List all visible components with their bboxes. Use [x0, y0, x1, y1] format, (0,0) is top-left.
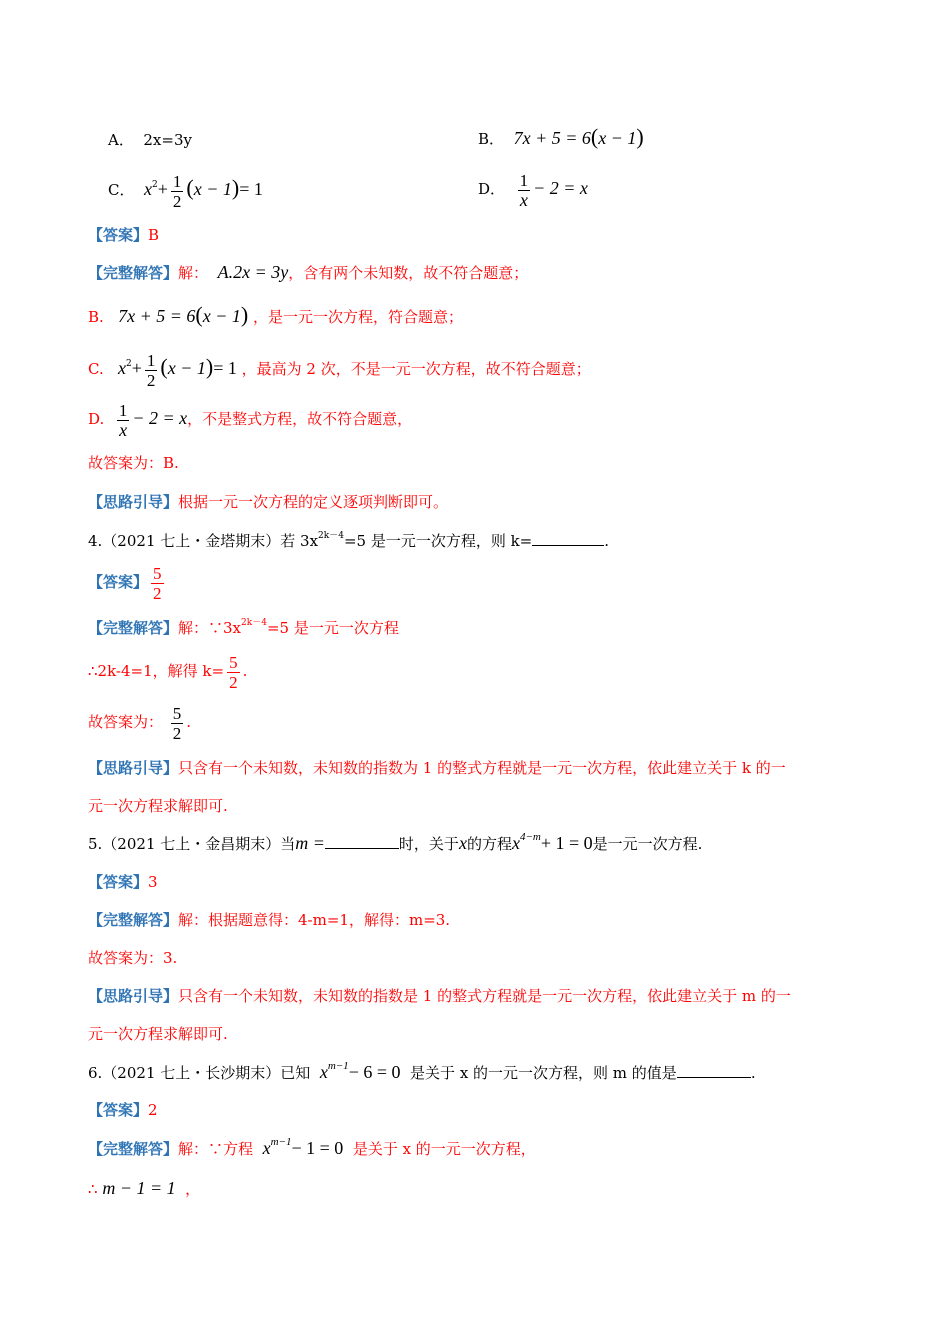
option-c: C． $x^2+$ $\frac{1}{2}$ (x − 1)= 1: [108, 171, 263, 211]
q3-answer: 【答案】B: [88, 226, 160, 244]
q5-conclusion: 故答案为：3.: [88, 949, 178, 967]
q6-solution-2: ∴ m − 1 = 1 ，: [88, 1178, 201, 1198]
q3-solution-b: B. 7x + 5 = 6(x − 1) ，是一元一次方程，符合题意；: [88, 302, 463, 327]
q4-solution-2: ∴2k-4=1，解得 k= $\frac{5}{2}$ .: [88, 652, 248, 692]
option-d: D． $\frac{1}{x}$ − 2 = x: [478, 170, 588, 210]
q5-hint-line1: 【思路引导】只含有一个未知数，未知数的指数是 1 的整式方程就是一元一次方程，依此建立关于 m 的一: [88, 987, 791, 1005]
q5-stem: 5.（2021 七上・金昌期末）当m = 时，关于x的方程$x^{4-m}+ 1 = 0$是一元一次方程.: [88, 831, 703, 853]
q5-answer: 【答案】3: [88, 873, 158, 891]
q5-hint-line2: 元一次方程求解即可.: [88, 1025, 228, 1043]
q3-solution-d: D. $\frac{1}{x}$ − 2 = x，不是整式方程，故不符合题意，: [88, 400, 413, 440]
q4-hint-line1: 【思路引导】只含有一个未知数，未知数的指数为 1 的整式方程就是一元一次方程，依此建立关于 k 的一: [88, 759, 786, 777]
q3-solution-c: C. $x^2+$ $\frac{1}{2}$ (x − 1)= 1 ，最高为 2 次，不是一元一次方程，故不符合题意；: [88, 350, 591, 390]
q6-answer: 【答案】2: [88, 1101, 158, 1119]
q4-solution-1: 【完整解答】解：$\because 3x^{2k-4}=5$ 是一元一次方程: [88, 618, 399, 637]
q3-hint: 【思路引导】根据一元一次方程的定义逐项判断即可。: [88, 493, 449, 511]
q6-stem: 6.（2021 七上・长沙期末）已知 $x^{m-1}- 6 = 0$ 是关于 x 的一元一次方程，则 m 的值是 .: [88, 1060, 756, 1082]
q4-conclusion: 故答案为： $\frac{5}{2}$ .: [88, 703, 192, 743]
option-b: B． 7x + 5 = 6(x − 1): [478, 124, 644, 149]
q4-answer: 【答案】 $\frac{5}{2}$: [88, 563, 162, 603]
q4-stem: 4.（2021 七上・金塔期末）若 $3x^{2k-4}=5$ 是一元一次方程，则 k= .: [88, 531, 610, 550]
q4-hint-line2: 元一次方程求解即可.: [88, 797, 228, 815]
q3-conclusion: 故答案为：B.: [88, 454, 179, 472]
option-a: A． 2x=3y: [108, 131, 192, 149]
q5-solution: 【完整解答】解：根据题意得：4-m=1，解得：m=3.: [88, 911, 451, 929]
q3-solution-a: 【完整解答】解： A.2x = 3y，含有两个未知数，故不符合题意；: [88, 262, 529, 282]
q6-solution-1: 【完整解答】解：∵方程 $x^{m-1}- 1 = 0$ 是关于 x 的一元一次方程，: [88, 1136, 536, 1158]
